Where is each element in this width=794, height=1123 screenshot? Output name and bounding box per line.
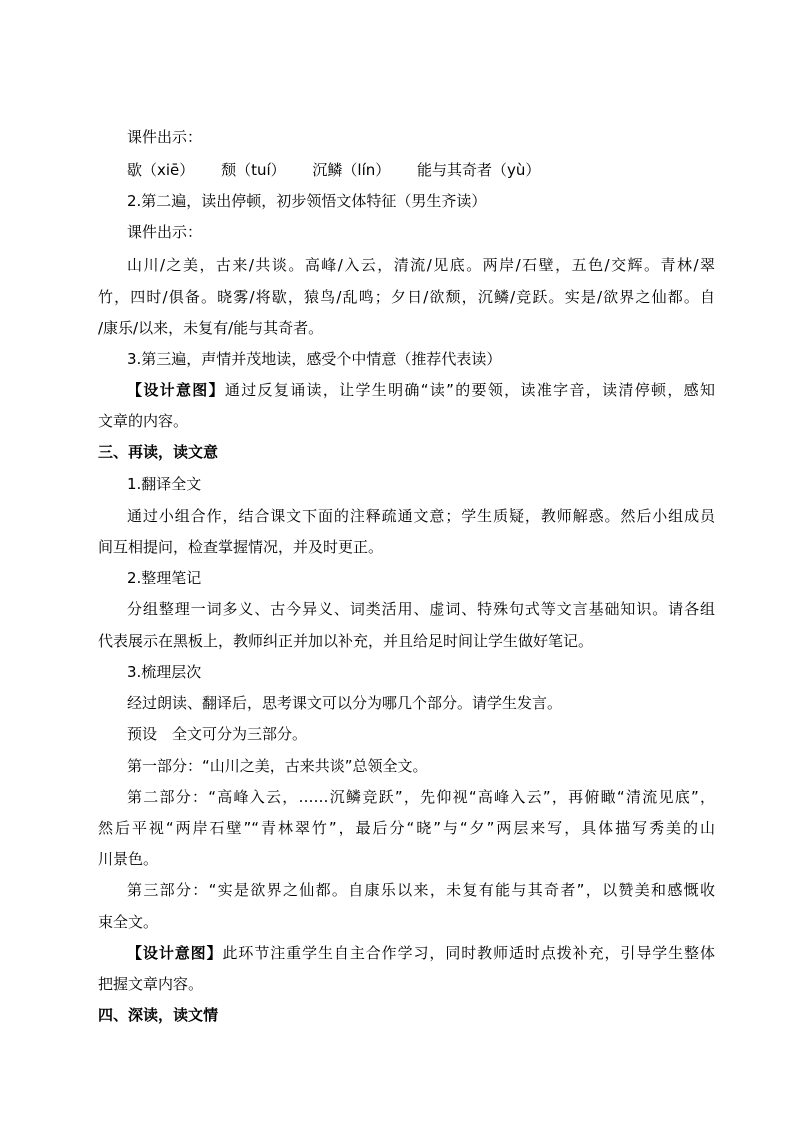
sub-heading: 1.翻译全文 (127, 475, 202, 493)
courseware-label: 课件出示： (127, 223, 203, 241)
design-intent-text: 此环节注重学生自主合作学习，同时教师适时点拨补充，引导学生整体 (222, 944, 715, 962)
text-line: 第一部分：“山川之美，古来共谈”总领全文。 (127, 757, 428, 775)
courseware-label: 课件出示： (127, 128, 203, 146)
text-line: 通过小组合作，结合课文下面的注释疏通文意；学生质疑，教师解惑。然后小组成员 (127, 507, 715, 525)
pinyin-row (127, 160, 540, 180)
text-line: 代表展示在黑板上，教师纠正并加以补充，并且给足时间让学生做好笔记。 (98, 632, 594, 650)
text-line: 第二部分：“高峰入云，……沉鳞竞跃”，先仰视“高峰入云”，再俯瞰“清流见底”， (127, 788, 715, 806)
text-line: 竹，四时/俱备。晓雾/将歇，猿鸟/乱鸣；夕日/欲颓，沉鳞/竞跃。实是/欲界之仙都。自 (98, 288, 715, 306)
text-line: 第三部分：“实是欲界之仙都。自康乐以来，未复有能与其奇者”，以赞美和感慨收 (127, 881, 715, 899)
design-intent-line (127, 380, 715, 400)
design-intent-tag: 【设计意图】 (127, 944, 223, 962)
text-line: 然后平视“两岸石壁”“青林翠竹”，最后分“晓”与“夕”两层来写，具体描写秀美的山 (98, 819, 715, 837)
pinyin-item: 能与其奇者（yù） (417, 161, 541, 179)
pinyin-item: 歇（xiē） (127, 161, 195, 179)
text-line: /康乐/以来，未复有/能与其奇者。 (98, 319, 324, 337)
design-intent-line (127, 943, 715, 963)
text-line: 山川/之美，古来/共谈。高峰/入云，清流/见底。两岸/石壁，五色/交辉。青林/翠 (127, 256, 715, 274)
text-line: 川景色。 (98, 850, 159, 868)
text-line: 文章的内容。 (98, 412, 189, 430)
text-line: 束全文。 (98, 913, 159, 931)
sub-heading: 2.整理笔记 (127, 569, 202, 587)
sub-heading: 3.梳理层次 (127, 663, 202, 681)
pinyin-item: 颓（tuí） (221, 161, 286, 179)
text-line: 经过朗读、翻译后，思考课文可以分为哪几个部分。请学生发言。 (127, 694, 563, 712)
text-line: 分组整理一词多义、古今异义、词类活用、虚词、特殊句式等文言基础知识。请各组 (127, 600, 715, 618)
design-intent-text: 通过反复诵读，让学生明确“读”的要领，读准字音，读清停顿，感知 (224, 381, 715, 399)
text-line: 把握文章内容。 (98, 975, 204, 993)
step-3-heading: 3.第三遍，声情并茂地读，感受个中情意（推荐代表读） (127, 350, 502, 368)
design-intent-tag: 【设计意图】 (127, 381, 225, 399)
section-heading-4: 四、深读，读文情 (98, 1006, 219, 1024)
section-heading-3: 三、再读，读文意 (98, 443, 219, 461)
text-line: 间互相提问，检查掌握情况，并及时更正。 (98, 538, 384, 556)
text-line: 预设 全文可分为三部分。 (127, 725, 308, 743)
step-2-heading: 2.第二遍，读出停顿，初步领悟文体特征（男生齐读） (127, 192, 487, 210)
pinyin-item: 沉鳞（lín） (312, 161, 391, 179)
